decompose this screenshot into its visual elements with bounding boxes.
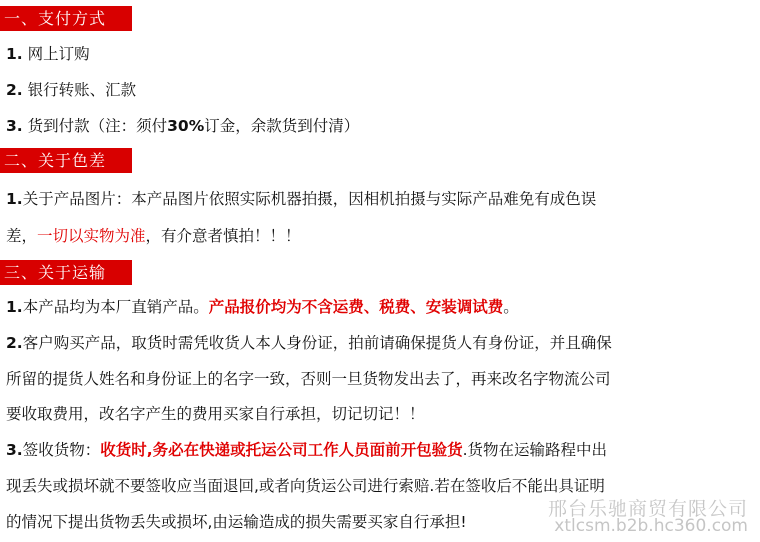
item-number: 3. <box>6 117 23 135</box>
item-text: 的情况下提出货物丢失或损坏,由运输造成的损失需要买家自行承担! <box>6 513 467 531</box>
item-number: 1. <box>6 298 23 316</box>
deposit-percent: 30% <box>167 117 205 135</box>
item-text: 客户购买产品，取货时需凭收货人本人身份证，拍前请确保提货人有身份证，并且确保 <box>22 334 612 352</box>
price-note-highlight: 产品报价均为不含运费、税费、安装调试费 <box>208 298 504 316</box>
item-number: 1. <box>6 190 23 208</box>
item-number: 2. <box>6 334 23 352</box>
payment-item-3 <box>6 116 359 136</box>
item-text: 网上订购 <box>22 45 90 63</box>
item-text: 银行转账、汇款 <box>22 81 137 99</box>
item-number: 3. <box>6 441 23 459</box>
item-text: 货到付款（注：须付 <box>22 117 168 135</box>
section-header-color: 二、关于色差 <box>0 148 132 173</box>
color-note-line-1 <box>6 189 596 209</box>
shipping-item-3-line-3 <box>6 512 467 532</box>
section-header-payment: 一、支付方式 <box>0 6 132 31</box>
item-number: 2. <box>6 81 23 99</box>
item-text: .货物在运输路程中出 <box>462 441 608 459</box>
item-text-cont: 订金，余款货到付清） <box>204 117 360 135</box>
item-text-end: 。 <box>503 298 519 316</box>
color-note-text: 关于产品图片：本产品图片依照实际机器拍摄，因相机拍摄与实际产品难免有成色误 <box>22 190 597 208</box>
watermark-company: 邢台乐驰商贸有限公司 <box>547 498 748 520</box>
color-note-highlight: 一切以实物为准 <box>37 227 146 245</box>
shipping-item-1 <box>6 297 519 317</box>
watermark-url: xtlcsm.b2b.hc360.com <box>554 516 748 536</box>
inspect-note-highlight: 收货时,务必在快递或托运公司工作人员面前开包验货 <box>100 441 463 459</box>
payment-item-1 <box>6 44 90 64</box>
shipping-item-2-line-3 <box>6 404 425 424</box>
shipping-item-2-line-2 <box>6 369 611 389</box>
item-text: 现丢失或损坏就不要签收应当面退回,或者向货运公司进行索赔.若在签收后不能出具证明 <box>6 477 605 495</box>
item-text: 所留的提货人姓名和身份证上的名字一致，否则一旦货物发出去了，再来改名字物流公司 <box>6 370 611 388</box>
item-text: 要收取费用，改名字产生的费用买家自行承担，切记切记！！ <box>6 405 425 423</box>
color-note-text: 差， <box>6 227 38 245</box>
section-header-shipping: 三、关于运输 <box>0 260 132 285</box>
payment-item-2 <box>6 80 136 100</box>
color-note-line-2 <box>6 226 301 246</box>
item-text: 本产品均为本厂直销产品。 <box>22 298 209 316</box>
shipping-item-3-line-1 <box>6 440 607 460</box>
shipping-item-3-line-2 <box>6 476 605 496</box>
color-note-text: ，有介意者慎拍！！！ <box>145 227 301 245</box>
item-label: 签收货物： <box>22 441 101 459</box>
shipping-item-2-line-1 <box>6 333 612 353</box>
item-number: 1. <box>6 45 23 63</box>
